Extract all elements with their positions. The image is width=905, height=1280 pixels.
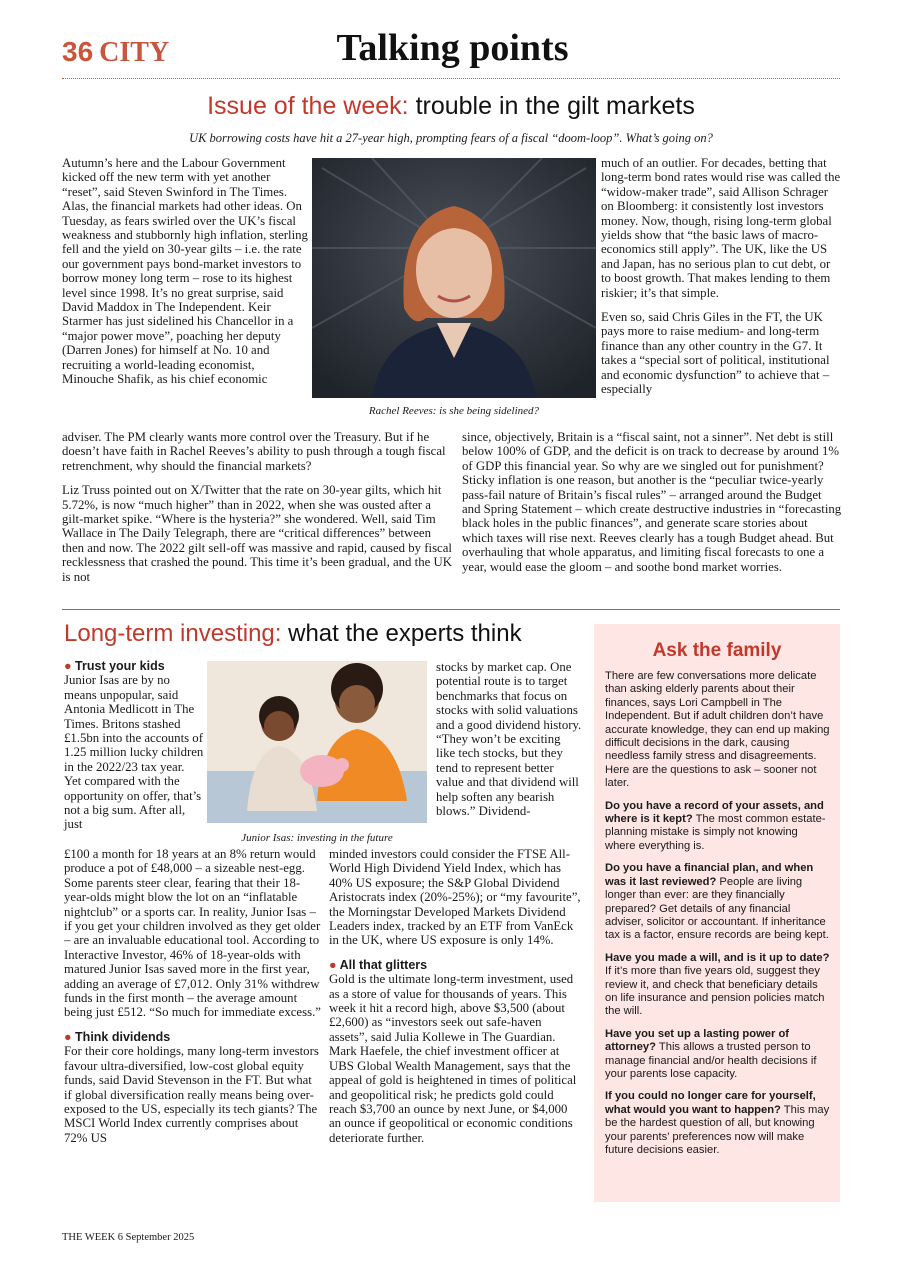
longterm-col1-narrow — [64, 659, 204, 832]
sidebar-question — [605, 1090, 831, 1157]
subhead-think-dividends — [64, 1030, 322, 1044]
ask-the-family-text — [605, 670, 831, 1166]
sidebar-intro: There are few conversations more delicate than asking elderly parents about their finances, says Lori Campbell in The Independent. But if adult children don’t have accurate knowledge, they can end up making difficult decisions in the dark, causing needless family stress and disagreements. Here are the questions to ask – sooner not later. — [605, 670, 830, 790]
longterm-col2-narrow: stocks by market cap. One potential route is to target benchmarks that focus on stocks with solid valuations and a good dividend history. “They won’t be exciting like tech stocks, but they tend to represent better value and that dividend will help soften any bearish blows.” Dividend- — [436, 660, 582, 819]
trust-kids-continued: £100 a month for 18 years at an 8% return would produce a pot of £48,000 – a sizeable nest-egg. Some parents steer clear, fearing that their 18-year-olds might blow the lot on an “inflatable nightclub” or a sports car. In reality, Junior Isas – if you get your children involved as they get older – are an invaluable educational tool. According to Interactive Investor, 46% of 18-year-olds with matured Junior Isas saved more in the first year, adding an average of £7,012. Only 31% withdrew funds in the first month – the average amount being just £512. “So much for immediate excess.” — [64, 847, 321, 1020]
longterm-col1-wide — [64, 847, 322, 1145]
bullet-icon: ● — [329, 957, 337, 972]
issue-title: trouble in the gilt markets — [415, 92, 695, 120]
bullet-icon: ● — [64, 659, 72, 673]
question-3: Have you made a will, and is it up to date? — [605, 951, 830, 964]
longterm-headline — [64, 620, 522, 648]
longterm-col2-wide — [329, 847, 582, 1145]
question-4: Have you set up a lasting power of attorney? — [605, 1027, 790, 1054]
issue-label: Issue of the week: — [207, 92, 409, 120]
all-that-glitters-text: Gold is the ultimate long-term investment, used as a store of value for thousands of years. This week it hit a record high, above $3,500 (about £2,600) as “investors seek out safe-haven assets”, said Julia Kollewe in The Guardian. Mark Haefele, the chief investment officer at UBS Global Wealth Management, says that the appeal of gold is heightened in times of political and geopolitical risk; he predicts gold could reach $3,700 an ounce by next June, or $4,000 an ounce if geopolitical or economic conditions deteriorate further. — [329, 972, 577, 1145]
page-footer: THE WEEK 6 September 2025 — [62, 1232, 195, 1243]
issue-wide-left-para-2: Liz Truss pointed out on X/Twitter that the rate on 30-year gilts, which hit 5.72%, is now “much higher” than in 2022, when she was ousted after a gilt-market spike. “Where is the hysteria?” she wondered. Well, said Tim Wallace in The Daily Telegraph, there are “critical differences” between then and now. The 2022 gilt sell-off was massive and rapid, caused by fiscal recklessness that crashed the pound. This time it’s been gradual, and the UK is not — [62, 483, 452, 584]
section-divider — [62, 609, 840, 610]
sidebar-question — [605, 800, 831, 854]
trust-kids-text: Junior Isas are by no means unpopular, said Antonia Medlicott in The Times. Britons stashed £1.5bn into the accounts of 1.25 million lucky children in the 2022/23 tax year. Yet compared with the opportunity on offer, that’s not a big sum. After all, just — [64, 673, 204, 832]
junior-isa-caption: Junior Isas: investing in the future — [241, 832, 393, 844]
answer-3: If it’s more than five years old, suggest they review it, and check that beneficiary details on life insurance and pension policies match the will. — [605, 965, 825, 1018]
issue-right-para-2: Even so, said Chris Giles in the FT, the UK pays more to raise medium- and long-term finance than any other country in the G7. It takes a “special sort of political, institutional and economic dysfunction” to achieve that – especially — [601, 310, 830, 397]
answer-4: This allows a trusted person to manage financial and/or health decisions if your parents lose capacity. — [605, 1041, 817, 1080]
issue-left-column: Autumn’s here and the Labour Government kicked off the new term with yet another “reset”, said Steven Swinford in The Times. Alas, the financial markets had other ideas. On Tuesday, as fears swirled over the UK’s fiscal weakness and stubbornly high inflation, sterling fell and the yield on 30-year gilts – i.e. the rate our government pays bond-market investors to borrow money long term – rose to its highest level since 1998. It’s no great surprise, said David Maddox in The Independent. Keir Starmer has just sidelined his Chancellor in a “major power move”, poaching her deputy (Darren Jones) for himself at No. 10 and recruiting a world-leading economist, Minouche Shafik, as his chief economic — [62, 156, 308, 387]
issue-headline — [62, 92, 840, 121]
think-dividends-text: For their core holdings, many long-term investors favour ultra-diversified, low-cost global equity funds, said David Stevenson in the FT. But what if global diversification really means being over-exposed to the US, especially its tech giants? The MSCI World Index currently comprises about 72% US — [64, 1044, 319, 1145]
ask-the-family-title: Ask the family — [652, 640, 782, 661]
subhead-glitters-text: All that glitters — [339, 957, 428, 972]
longterm-title: what the experts think — [288, 620, 522, 647]
subhead-trust-kids — [64, 659, 204, 673]
sidebar-question — [605, 862, 831, 942]
page-number: 36 — [62, 36, 94, 67]
issue-wide-right: since, objectively, Britain is a “fiscal saint, not a sinner”. Net debt is still below 100% of GDP, and the deficit is on track to decrease by around 1% of GDP this financial year. So why are we singled out for punishment? Sticky inflation is one reason, but another is the “peculiar twice-yearly pass-fail nature of Britain’s fiscal rules” – arranged around the Budget and Spring Statement – which create destructive industries in “forecasting black holes in the public finances”, and generate scare stories about which taxes will rise next. Reeves clearly has a tough Budget ahead. But overhauling that whole apparatus, and limiting fiscal forecasts to one a year, would ease the gloom – and soothe bond market worries. — [462, 430, 842, 574]
issue-right-column — [601, 156, 841, 407]
sidebar-question — [605, 952, 831, 1019]
issue-wide-left-para-1: adviser. The PM clearly wants more control over the Treasury. But if he doesn’t have faith in Rachel Reeves’s ability to push through a tough fiscal retrenchment, why should the financial markets? — [62, 430, 446, 473]
family-piggybank-icon — [207, 661, 427, 823]
header-divider — [62, 78, 840, 79]
issue-wide-left — [62, 430, 452, 594]
issue-right-para-1: much of an outlier. For decades, betting that long-term bond rates would rise was called the “widow-maker trade”, said Allison Schrager on Bloomberg: it consistently lost investors money. Now, though, rising long-term global yields show that “the basic laws of macro-economics still apply”. The UK, like the US and Japan, has no serious plan to cut debt, or to boost growth. That makes lending to them riskier; it’s that simple. — [601, 156, 841, 300]
subhead-all-that-glitters — [329, 958, 582, 972]
junior-isa-photo — [207, 661, 427, 823]
question-2: Do you have a financial plan, and when was it last reviewed? — [605, 862, 814, 888]
reeves-photo — [312, 158, 596, 398]
page-title: Talking points — [336, 27, 569, 69]
section-name: CITY — [99, 37, 170, 68]
sidebar-question — [605, 1028, 831, 1082]
answer-1: The most common estate-planning mistake is simply not knowing where everything is. — [605, 813, 826, 852]
reeves-portrait-icon — [312, 158, 596, 398]
answer-5: This may be the hardest question of all, but knowing your parents’ preferences now will make future decisions easier. — [605, 1103, 830, 1156]
subhead-think-dividends-text: Think dividends — [75, 1029, 171, 1044]
question-5: If you could no longer care for yourself, what would you want to happen? — [605, 1090, 816, 1116]
reeves-photo-caption: Rachel Reeves: is she being sidelined? — [368, 405, 540, 417]
issue-standfirst: UK borrowing costs have hit a 27-year high, prompting fears of a fiscal “doom-loop”. What’s going on? — [189, 131, 713, 145]
answer-2: People are living longer than ever: are they financially prepared? Get details of any financial adviser, solicitor or accountant. If inheritance tax is a factor, ensure records are being kept. — [605, 875, 829, 942]
question-1: Do you have a record of your assets, and where is it kept? — [605, 799, 824, 826]
bullet-icon: ● — [64, 1029, 72, 1044]
longterm-label: Long-term investing: — [64, 620, 282, 647]
dividends-continued: minded investors could consider the FTSE All-World High Dividend Yield Index, which has 40% US exposure; the S&P Global Dividend Aristocrats index (20%-25%); or “my favourite”, the Morningstar Developed Markets Dividend Leaders index, tracked by an ETF from VanEck in the UK, where US exposure is only 14%. — [329, 847, 581, 948]
subhead-trust-kids-text: Trust your kids — [75, 659, 165, 673]
